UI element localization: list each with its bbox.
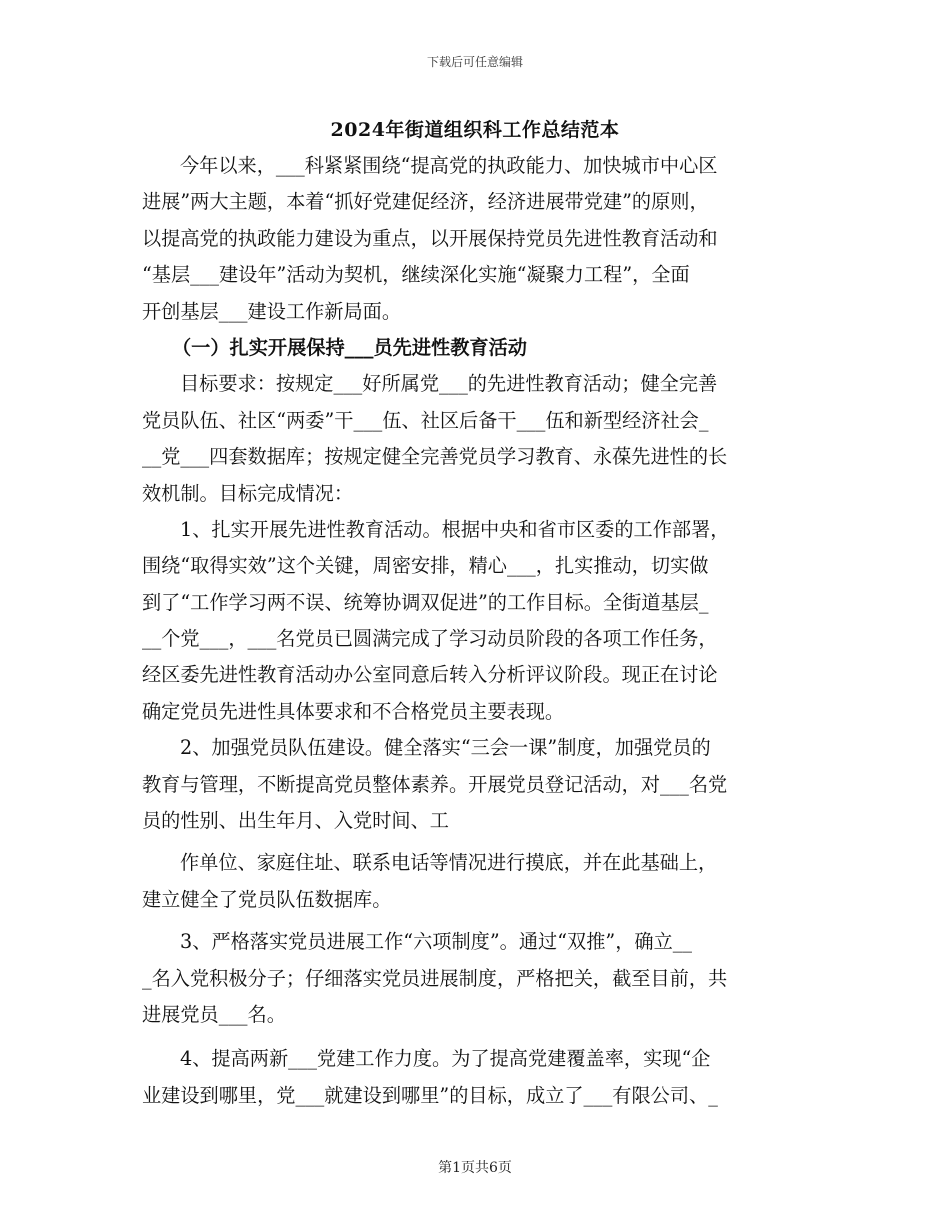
page-number: 第1页共6页 [438, 1160, 512, 1176]
body-line: 建立健全了党员队伍数据库。 [142, 887, 392, 911]
body-line: 业建设到哪里，党___就建设到哪里”的目标，成立了___有限公司、_ [142, 1083, 718, 1107]
body-line: __党___四套数据库；按规定健全完善党员学习教育、永葆先进性的长 [142, 445, 728, 469]
section-heading: （一）扎实开展保持___员先进性教育活动 [172, 335, 527, 359]
body-line: 1、扎实开展先进性教育活动。根据中央和省市区委的工作部署， [180, 517, 730, 541]
body-line: 开创基层___建设工作新局面。 [142, 299, 402, 323]
body-line: 经区委先进性教育活动办公室同意后转入分析评议阶段。现正在讨论 [142, 663, 718, 687]
body-line: 4、提高两新___党建工作力度。为了提高党建覆盖率，实现“企 [180, 1047, 711, 1071]
body-line: “基层___建设年”活动为契机，继续深化实施“凝聚力工程”，全面 [142, 263, 690, 287]
body-line: 党员队伍、社区“两委”干___伍、社区后备干___伍和新型经济社会_ [142, 408, 709, 432]
body-line: 进展”两大主题，本着“抓好党建促经济，经济进展带党建”的原则， [142, 190, 709, 214]
body-line: _名入党积极分子；仔细落实党员进展制度，严格把关，截至目前，共 [142, 966, 728, 990]
body-line: 今年以来，___科紧紧围绕“提高党的执政能力、加快城市中心区 [180, 154, 718, 177]
document-title: 2024年街道组织科工作总结范本 [330, 119, 620, 141]
body-line: 以提高党的执政能力建设为重点，以开展保持党员先进性教育活动和 [142, 226, 718, 250]
body-line: 员的性别、出生年月、入党时间、工 [142, 809, 449, 833]
body-line: 围绕“取得实效”这个关键，周密安排，精心___，扎实推动，切实做 [142, 554, 709, 578]
body-line: __个党___，___名党员已圆满完成了学习动员阶段的各项工作任务， [142, 627, 718, 651]
body-line: 目标要求：按规定___好所属党___的先进性教育活动；健全完善 [180, 372, 718, 396]
body-line: 3、严格落实党员进展工作“六项制度”。通过“双推”，确立__ [180, 930, 692, 954]
body-line: 到了“工作学习两不误、统筹协调双促进”的工作目标。全街道基层_ [142, 590, 709, 614]
header-note: 下载后可任意编辑 [426, 55, 523, 69]
body-line: 进展党员___名。 [142, 1002, 286, 1026]
body-line: 确定党员先进性具体要求和不合格党员主要表现。 [142, 699, 565, 723]
body-line: 教育与管理，不断提高党员整体素养。开展党员登记活动，对___名党 [142, 772, 728, 796]
body-line: 作单位、家庭住址、联系电话等情况进行摸底，并在此基础上， [180, 851, 718, 875]
document-body [142, 148, 807, 1114]
body-line: 2、加强党员队伍建设。健全落实“三会一课”制度，加强党员的 [180, 736, 711, 760]
body-line: 效机制。目标完成情况： [142, 481, 354, 505]
